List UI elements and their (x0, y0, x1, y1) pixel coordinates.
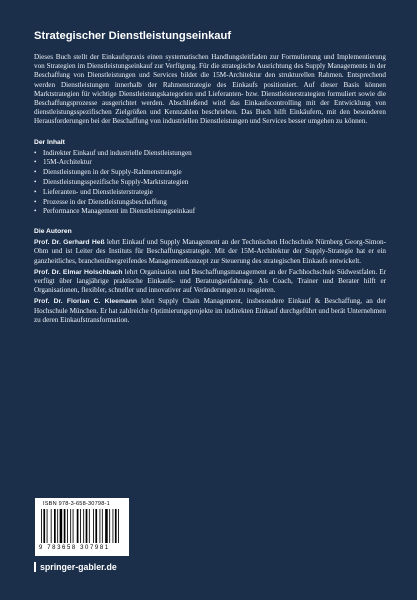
publisher-url: springer-gabler.de (40, 562, 117, 572)
intro-paragraph: Dieses Buch stellt der Einkaufspraxis einen systematischen Handlungsleitfaden zur Formulierung und Implementierung von Strategien im Dienstleistungseinkauf zur Verfügung. Für die strategische Ausrichtung des Supply Managements in der Beschaffung von Dienstleistungen und Services bildet die 15M-Architektur den strukturellen Rahmen. Entsprechend werden Dienstleistungen innerhalb der Rahmenstrategie des Einkaufs positioniert. Auf dieser Basis können Marktstrategien für wichtige Dienstleistungskategorien und Lieferanten- bzw. Dienstleisterstrategien formuliert sowie die Beschaffungsprozesse ausgerichtet werden. Abschließend wird das Einkaufscontrolling mit der Entwicklung von dienstleistungsspezifischen Zielgrößen und Kennzahlen beschrieben. Das Buch hilft Einkäufern, mit den besonderen Herausforderungen bei der Beschaffung von industriellen Dienstleistungen und Services besser umgehen zu können. (34, 53, 386, 126)
author-name: Prof. Dr. Florian C. Kleemann (34, 298, 138, 306)
publisher-logo (34, 562, 117, 572)
barcode (35, 498, 129, 556)
bullet-icon: • (34, 187, 37, 196)
contents-item: • 15M-Architektur (34, 158, 92, 167)
contents-item: • Dienstleistungsspezifische Supply-Marktstrategien (34, 178, 189, 187)
isbn-label: ISBN 978-3-658-30798-1 (43, 501, 110, 507)
contents-heading: Der Inhalt (34, 138, 65, 146)
barcode-bars (41, 509, 123, 543)
contents-list (34, 149, 386, 218)
bullet-icon: • (34, 178, 37, 187)
bullet-icon: • (34, 207, 37, 216)
author-bio: Prof. Dr. Gerhard Heß lehrt Einkauf und Supply Management an der Technischen Hochschule Nürnberg Georg-Simon-Ohm und ist Leiter des Instituts für Beschaffungsstrategie. Mit der 15M-Architektur der Supply-Strategie hat er ein ganzheitliches, branchenübergreifendes Managementkonzept zur Steuerung des strategischen Einkaufs entwickelt. (34, 238, 386, 265)
contents-item: • Performance Management im Dienstleistungseinkauf (34, 207, 196, 216)
book-title: Strategischer Dienstleistungseinkauf (34, 30, 232, 42)
contents-item: • Lieferanten- und Dienstleisterstrategie (34, 187, 153, 196)
author-bio: Prof. Dr. Elmar Holschbach lehrt Organisation und Beschaffungsmanagement an der Fachhochschule Südwestfalen. Er verfügt über langjährige praktische Einkaufs- und Beratungserfahrung. Als Coach, Trainer und Berater hilft er Organisationen, flexibler, schneller und innovativer auf Veränderungen zu reagieren. (34, 267, 386, 295)
back-cover-text (34, 30, 386, 327)
ean-digits: 9 783658 307981 (39, 545, 110, 551)
bullet-icon: • (34, 158, 37, 167)
contents-item: • Prozesse in der Dienstleistungsbeschaffung (34, 197, 167, 206)
author-name: Prof. Dr. Elmar Holschbach (34, 268, 123, 276)
contents-item: • Dienstleistungen in der Supply-Rahmenstrategie (34, 168, 182, 177)
author-name: Prof. Dr. Gerhard Heß (34, 239, 105, 247)
logo-bar-icon (34, 562, 36, 572)
bullet-icon: • (34, 148, 37, 157)
contents-item: • Indirekter Einkauf und industrielle Dienstleistungen (34, 148, 192, 157)
bullet-icon: • (34, 197, 37, 206)
bullet-icon: • (34, 168, 37, 177)
author-bio: Prof. Dr. Florian C. Kleemann lehrt Supply Chain Management, insbesondere Einkauf & Beschaffung, an der Hochschule München. Er hat zahlreiche Optimierungsprojekte im indirekten Einkauf durchgeführt und berät Unternehmen zu deren Einkaufstransformation. (34, 297, 386, 324)
authors-heading: Die Autoren (34, 228, 72, 236)
